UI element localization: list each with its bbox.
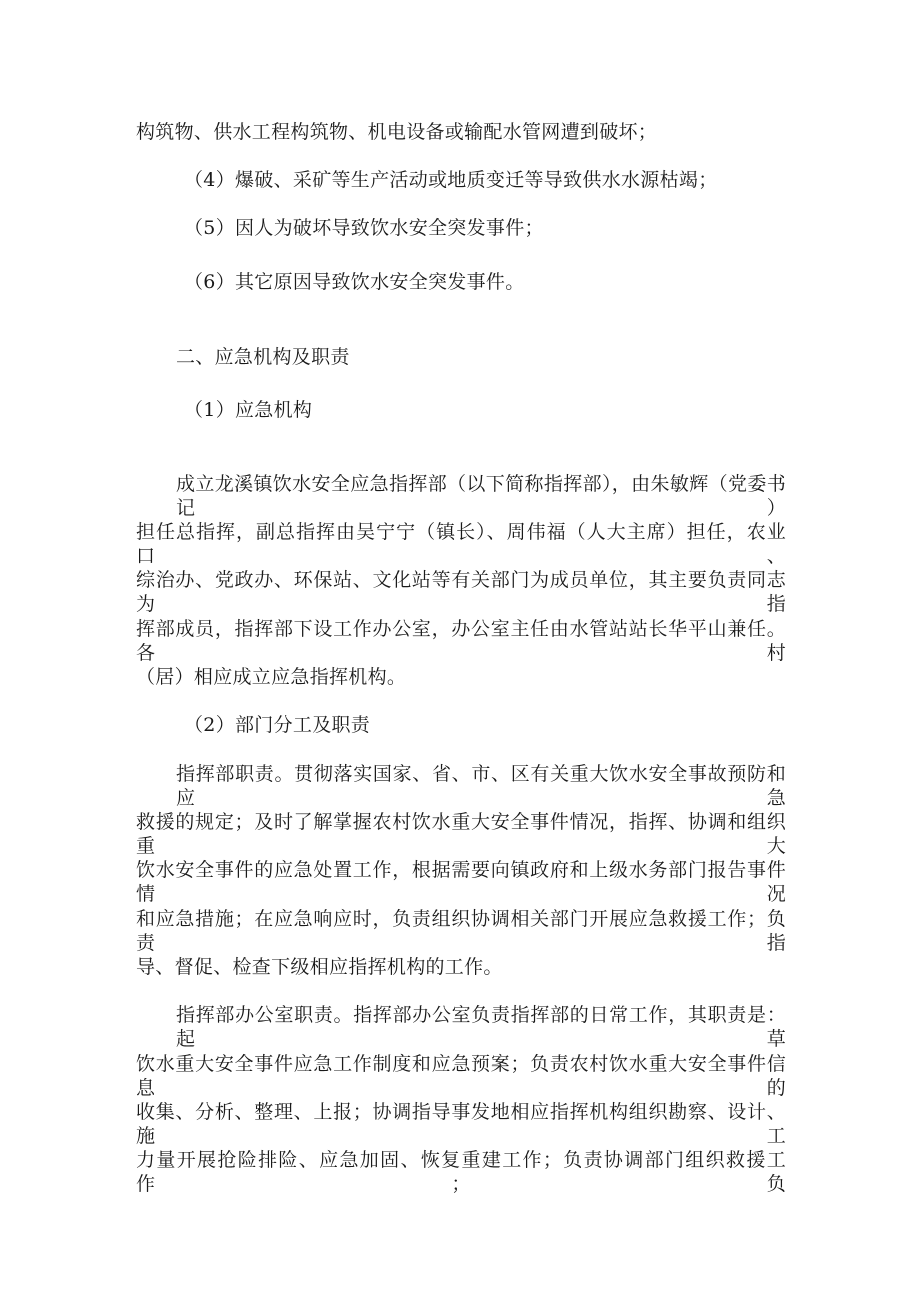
paragraph-line: 指挥部办公室职责。指挥部办公室负责指挥部的日常工作，其职责是：起草 <box>176 1004 786 1050</box>
list-item: （4）爆破、采矿等生产活动或地质变迁等导致供水水源枯竭； <box>184 169 718 191</box>
paragraph-line: 担任总指挥，副总指挥由吴宁宁（镇长）、周伟福（人大主席）担任，农业口、 <box>136 521 786 567</box>
list-item: （5）因人为破坏导致饮水安全突发事件； <box>184 217 544 239</box>
paragraph-line: 指挥部职责。贯彻落实国家、省、市、区有关重大饮水安全事故预防和应急 <box>176 763 786 809</box>
paragraph-line: 力量开展抢险排险、应急加固、恢复重建工作；负责协调部门组织救援工作；负 <box>136 1149 786 1195</box>
paragraph-line: （居）相应成立应急指挥机构。 <box>136 666 407 688</box>
subsection-heading: （2）部门分工及职责 <box>184 714 371 736</box>
subsection-heading: （1）应急机构 <box>184 399 313 421</box>
paragraph-line: 和应急措施；在应急响应时，负责组织协调相关部门开展应急救援工作；负责指 <box>136 908 786 954</box>
paragraph-line: 综治办、党政办、环保站、文化站等有关部门为成员单位，其主要负责同志为指 <box>136 569 786 615</box>
list-item: （6）其它原因导致饮水安全突发事件。 <box>184 271 525 293</box>
paragraph-line: 饮水重大安全事件应急工作制度和应急预案；负责农村饮水重大安全事件信息的 <box>136 1053 786 1099</box>
paragraph-line: 收集、分析、整理、上报；协调指导事发地相应指挥机构组织勘察、设计、施工 <box>136 1101 786 1147</box>
paragraph-line: 救援的规定；及时了解掌握农村饮水重大安全事件情况，指挥、协调和组织重大 <box>136 811 786 857</box>
paragraph-line: 挥部成员，指挥部下设工作办公室，办公室主任由水管站站长华平山兼任。各村 <box>136 618 786 664</box>
paragraph-line: 导、督促、检查下级相应指挥机构的工作。 <box>136 956 503 978</box>
section-heading: 二、应急机构及职责 <box>176 346 350 368</box>
paragraph-line: 饮水安全事件的应急处置工作，根据需要向镇政府和上级水务部门报告事件情况 <box>136 859 786 905</box>
text-line: 构筑物、供水工程构筑物、机电设备或输配水管网遭到破坏； <box>136 121 658 143</box>
paragraph-line: 成立龙溪镇饮水安全应急指挥部（以下简称指挥部），由朱敏辉（党委书记） <box>176 473 786 519</box>
